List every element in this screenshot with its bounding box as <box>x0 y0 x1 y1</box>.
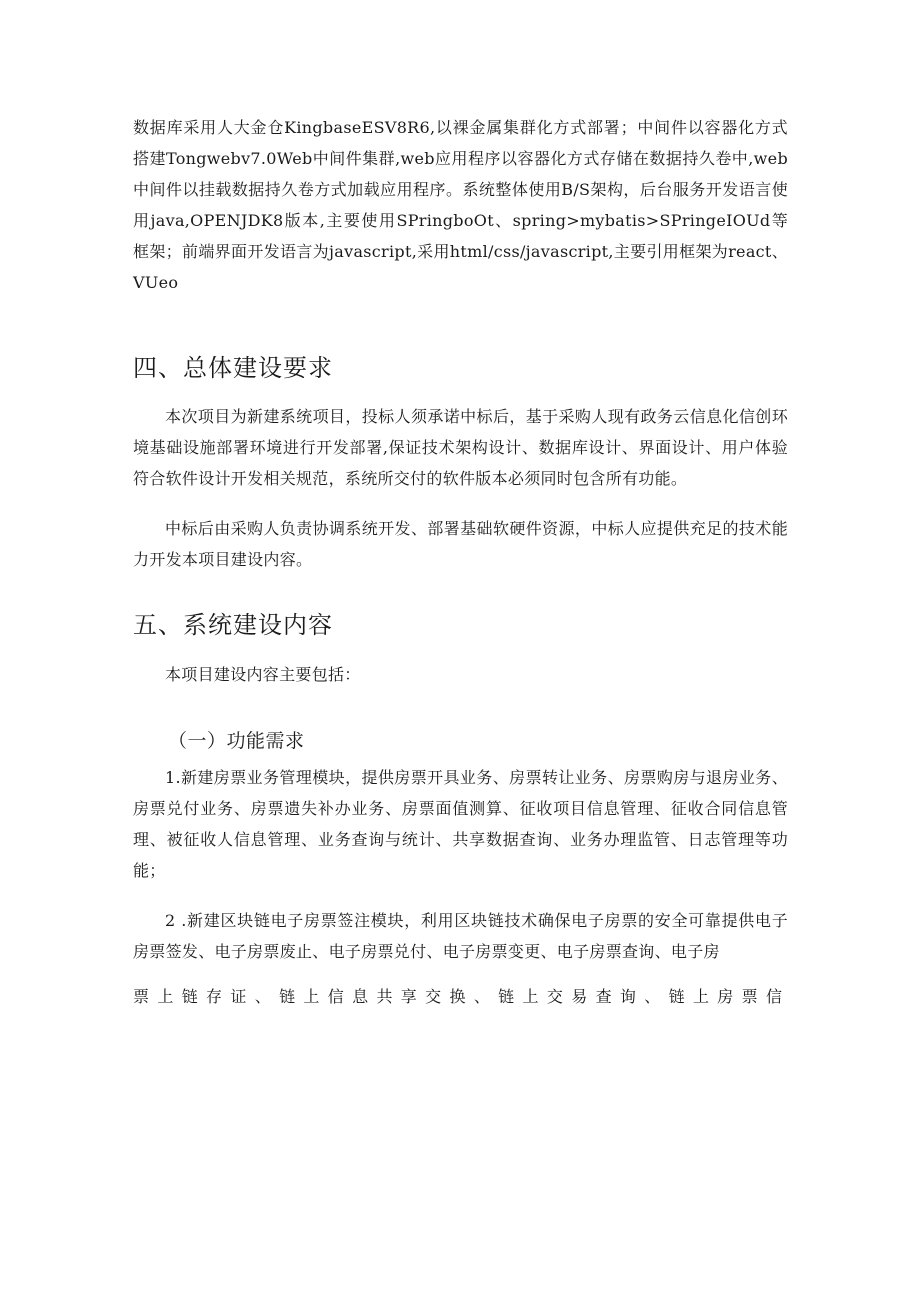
section-four-paragraph-2: 中标后由采购人负责协调系统开发、部署基础软硬件资源，中标人应提供充足的技术能力开发本项目建设内容。 <box>133 519 788 569</box>
section-four-paragraph-1: 本次项目为新建系统项目，投标人须承诺中标后，基于采购人现有政务云信息化信创环境基础设施部署环境进行开发部署,保证技术架构设计、数据库设计、界面设计、用户体验符合软件设计开发相关规范，系统所交付的软件版本必须同时包含所有功能。 <box>133 407 788 488</box>
section-five-heading: 五、系统建设内容 <box>133 611 333 639</box>
section-four-heading: 四、总体建设要求 <box>133 354 333 382</box>
requirement-item-2-continued: 票上链存证、链上信息共享交换、链上交易查询、链上房票信 <box>133 987 788 1006</box>
architecture-paragraph: 数据库采用人大金仓KingbaseESV8R6,以裸金属集群化方式部署；中间件以容器化方式搭建Tongwebv7.0Web中间件集群,web应用程序以容器化方式存储在数据持久卷中,web中间件以挂载数据持久卷方式加载应用程序。系统整体使用B/S架构，后台服务开发语言使用java,OPENJDK8版本,主要使用SPringboOt、spring>mybatis>SPringeIOUd等框架；前端界面开发语言为javascript,采用html/css/javascript,主要引用框架为react、VUeo <box>133 118 788 292</box>
requirement-item-2: 2 .新建区块链电子房票签注模块，利用区块链技术确保电子房票的安全可靠提供电子房票签发、电子房票废止、电子房票兑付、电子房票变更、电子房票查询、电子房 <box>133 911 788 961</box>
section-five-intro: 本项目建设内容主要包括： <box>165 665 361 684</box>
requirement-item-1: 1.新建房票业务管理模块，提供房票开具业务、房票转让业务、房票购房与退房业务、房票兑付业务、房票遗失补办业务、房票面值测算、征收项目信息管理、征收合同信息管理、被征收人信息管理、业务查询与统计、共享数据查询、业务办理监管、日志管理等功能； <box>133 768 788 880</box>
function-requirements-subheading: （一）功能需求 <box>168 730 305 752</box>
